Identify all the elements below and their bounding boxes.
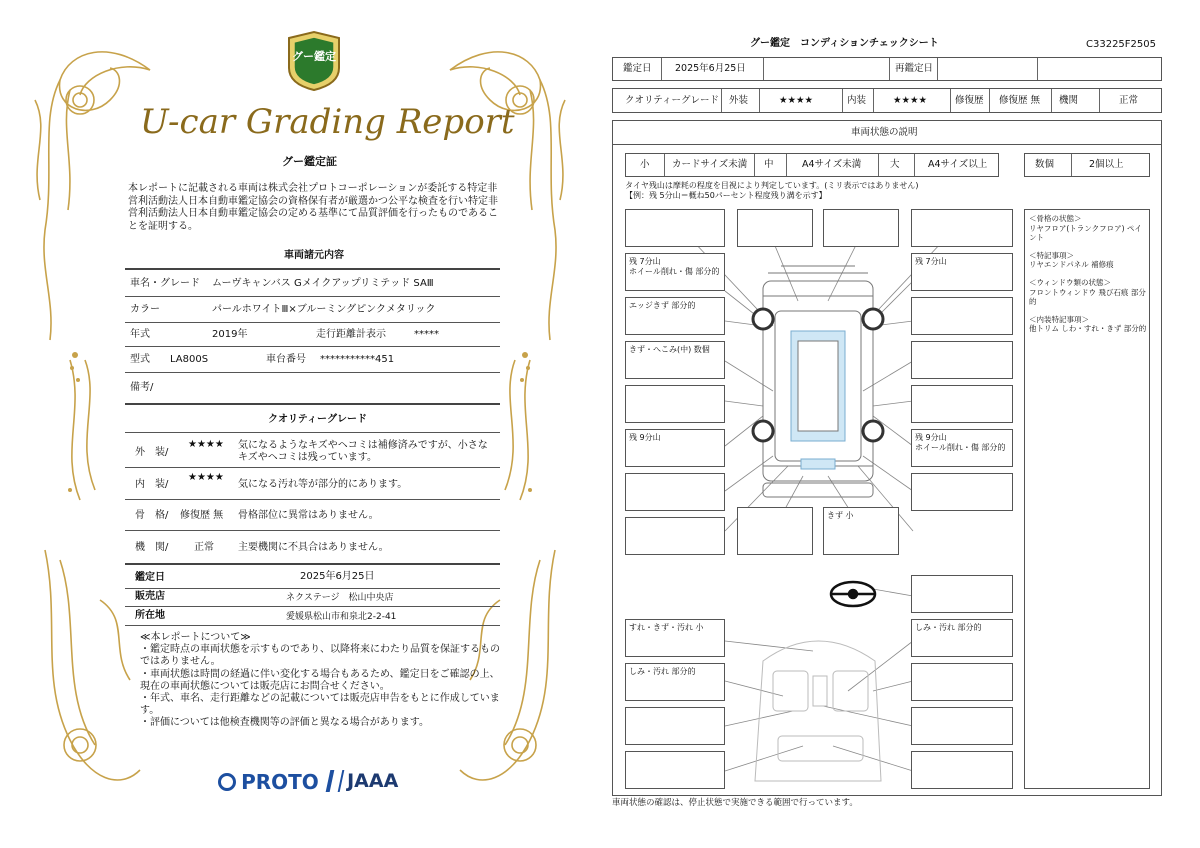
spec-mileage-value: ***** xyxy=(414,329,439,340)
note-item: ・鑑定時点の車両状態を示すものであり、以降将来にわたり品質を保証するものではありません。 xyxy=(140,644,500,668)
ext-stars: ★★★★ xyxy=(779,95,814,106)
specs-heading: 車両諸元内容 xyxy=(284,250,344,261)
q-interior-stars: ★★★★ xyxy=(188,472,224,483)
note-box-seat-r4 xyxy=(911,751,1013,789)
size-legend xyxy=(625,153,999,177)
notes-line: 他トリム しわ・すれ・きず 部分的 xyxy=(1029,324,1147,334)
note-box-seat-r3 xyxy=(911,707,1013,745)
spec-year-label: 年式 xyxy=(130,329,150,340)
proto-logo-icon xyxy=(218,773,236,791)
footer-note: 車両状態の確認は、停止状態で実施できる範囲で行っています。 xyxy=(612,798,858,808)
note-box-seat-r1 xyxy=(911,619,1013,657)
jaaa-logo xyxy=(328,770,398,800)
note-item: ・年式、車名、走行距離などの記載については販売店申告をもとに作成しています。 xyxy=(140,693,500,717)
count-legend xyxy=(1024,153,1150,177)
notes-line: ＜内装特記事項＞ xyxy=(1029,314,1089,324)
note-box-front-left-tire xyxy=(625,253,725,291)
note-box-steering xyxy=(911,575,1013,613)
quality-label: クオリティーグレード xyxy=(625,95,720,106)
note-box-top-2 xyxy=(737,209,813,247)
condition-panel xyxy=(612,120,1162,796)
note-box-edge xyxy=(625,297,725,335)
note-box-l7 xyxy=(625,473,725,511)
count-label: 数個 xyxy=(1035,159,1055,170)
int-label: 内装 xyxy=(847,95,867,106)
tire-note-1: タイヤ残山は摩耗の程度を目視により判定しています。(ミリ表示ではありません) xyxy=(625,181,919,190)
q-engine-value: 正常 xyxy=(194,542,214,553)
note-box-seat-l2 xyxy=(625,663,725,701)
q-engine-label: 機 関/ xyxy=(135,542,169,553)
spec-model-value: LA800S xyxy=(170,354,209,365)
shop-label: 販売店 xyxy=(135,591,165,602)
spec-chassis-value: ***********451 xyxy=(320,354,395,365)
q-engine-comment: 主要機関に不具合はありません。 xyxy=(238,542,389,553)
engine-value: 正常 xyxy=(1119,95,1139,106)
quality-row xyxy=(612,88,1162,113)
front-right-tire-note: 残 7分山 xyxy=(915,257,947,266)
goo-kantei-logo xyxy=(285,30,343,92)
notes-line: リヤエンドパネル 補修痕 xyxy=(1029,260,1114,270)
cert-heading: グー鑑定証 xyxy=(282,155,337,168)
size-small: 小 xyxy=(640,159,650,170)
sheet-title: グー鑑定 コンディションチェックシート xyxy=(750,38,939,49)
q-exterior-stars: ★★★★ xyxy=(188,439,224,450)
report-title-script: U-car Grading Report xyxy=(140,102,515,142)
dent-note: きず・へこみ(中) 数個 xyxy=(629,345,710,354)
proto-logo xyxy=(218,770,319,800)
size-small-desc: カードサイズ未満 xyxy=(672,159,748,170)
sheet-id: C33225F2505 xyxy=(1086,39,1156,50)
note-item: ・車両状態は時間の経過に伴い変化する場合もあるため、鑑定日をご確認の上、現在の車両状態については販売店にお問合せください。 xyxy=(140,668,500,692)
date-value: 2025年6月25日 xyxy=(675,63,746,74)
size-large: 大 xyxy=(890,159,900,170)
ext-label: 外装 xyxy=(729,95,749,106)
size-large-desc: A4サイズ以上 xyxy=(928,159,988,170)
notes-line: リヤフロア(トランクフロア) ペイント xyxy=(1029,223,1142,243)
spec-name-label: 車名・グレード xyxy=(130,278,200,289)
shop-value: ネクステージ 松山中央店 xyxy=(286,593,394,603)
rear-left-tire-note: 残 9分山 xyxy=(629,433,661,442)
edge-note: エッジきず 部分的 xyxy=(629,301,696,310)
engine-label: 機関 xyxy=(1059,95,1079,106)
condition-check-sheet xyxy=(600,0,1200,848)
seat-l2-note: しみ・汚れ 部分的 xyxy=(629,667,696,676)
q-interior-label: 内 装/ xyxy=(135,479,169,490)
note-box-rear-left-tire xyxy=(625,429,725,467)
notes-heading: ≪本レポートについて≫ xyxy=(140,632,251,643)
note-item: ・評価については他検査機関等の評価と異なる場合があります。 xyxy=(140,717,429,729)
cert-body: 本レポートに記載される車両は株式会社プロトコーポレーションが委託する特定非営利活動法人日本自動車鑑定協会の資格保有者が厳選かつ公平な検査を行い特定非営利活動法人日本自動車鑑定協会の定める基準にて品質評価を行ったものであることを証明する。 xyxy=(128,183,498,232)
jaaa-logo-icon xyxy=(326,770,345,792)
date-row xyxy=(612,57,1162,81)
report-notes xyxy=(140,632,500,730)
spec-year-value: 2019年 xyxy=(212,329,248,340)
size-mid-desc: A4サイズ未満 xyxy=(802,159,862,170)
spec-mileage-label: 走行距離計表示 xyxy=(316,329,386,340)
note-box-bottom-1 xyxy=(625,517,725,555)
repair-value: 修復歴 無 xyxy=(999,95,1041,106)
q-frame-comment: 骨格部位に異常はありません。 xyxy=(238,510,379,521)
note-box-seat-l3 xyxy=(625,707,725,745)
seat-r1-note: しみ・汚れ 部分的 xyxy=(915,623,982,632)
address-label: 所在地 xyxy=(135,610,165,621)
quality-heading: クオリティーグレード xyxy=(268,414,367,425)
note-box-rear-right-tire xyxy=(911,429,1013,467)
note-box-dent xyxy=(625,341,725,379)
note-box-top-3 xyxy=(823,209,899,247)
spec-model-label: 型式 xyxy=(130,354,150,365)
note-box-r3 xyxy=(911,297,1013,335)
date-value: 2025年6月25日 xyxy=(300,571,375,582)
notes-line: フロントウィンドウ 飛び石痕 部分的 xyxy=(1029,287,1146,307)
note-box-r5 xyxy=(911,385,1013,423)
q-frame-value: 修復歴 無 xyxy=(180,510,224,521)
tire-note-2: 【例：残 5分山＝概ね50パーセント程度残り溝を示す】 xyxy=(625,191,827,200)
proto-logo-text: PROTO xyxy=(241,770,319,794)
note-box-rear xyxy=(823,507,899,555)
note-box-top-1 xyxy=(625,209,725,247)
condition-heading: 車両状態の説明 xyxy=(851,127,918,138)
q-frame-label: 骨 格/ xyxy=(135,510,169,521)
jaaa-logo-text: JAAA xyxy=(347,770,399,792)
special-notes-panel xyxy=(1024,209,1150,789)
size-mid: 中 xyxy=(764,159,774,170)
q-exterior-label: 外 装/ xyxy=(135,447,169,458)
address-value: 愛媛県松山市和泉北2-2-41 xyxy=(286,612,397,622)
seat-l1-note: すれ・きず・汚れ 小 xyxy=(629,623,704,632)
special-notes-text xyxy=(1029,214,1149,334)
int-stars: ★★★★ xyxy=(893,95,928,106)
spec-name-value: ムーヴキャンバス Gメイクアップリミテッド SAⅢ xyxy=(212,278,434,289)
redate-label: 再鑑定日 xyxy=(895,63,934,74)
spec-color-value: パールホワイトⅢ×ブルーミングピンクメタリック xyxy=(212,304,436,315)
rear-right-tire-note: 残 9分山 ホイール削れ・傷 部分的 xyxy=(915,433,1006,452)
note-box-front-right-tire xyxy=(911,253,1013,291)
notes-line: ＜ウィンドウ類の状態＞ xyxy=(1029,277,1112,287)
notes-line: ＜骨格の状態＞ xyxy=(1029,214,1082,223)
spec-color-label: カラー xyxy=(130,304,160,315)
goo-kantei-logo-text: グー鑑定 xyxy=(292,50,336,63)
spec-chassis-label: 車台番号 xyxy=(266,354,306,365)
spec-remarks-label: 備考/ xyxy=(130,382,154,393)
count-value: 2個以上 xyxy=(1089,159,1124,170)
note-box-r7 xyxy=(911,473,1013,511)
note-box-top-4 xyxy=(911,209,1013,247)
note-box-seat-r2 xyxy=(911,663,1013,701)
front-left-tire-note: 残 7分山 ホイール削れ・傷 部分的 xyxy=(629,257,720,276)
note-box-l5 xyxy=(625,385,725,423)
notes-line: ＜特記事項＞ xyxy=(1029,250,1074,260)
repair-label: 修復歴 xyxy=(955,95,984,106)
date-label: 鑑定日 xyxy=(135,572,165,583)
rear-note: きず 小 xyxy=(827,511,854,520)
date-label: 鑑定日 xyxy=(623,63,652,74)
q-interior-comment: 気になる汚れ等が部分的にあります。 xyxy=(238,479,408,490)
note-box-seat-l4 xyxy=(625,751,725,789)
note-box-r4 xyxy=(911,341,1013,379)
q-exterior-comment: 気になるようなキズやヘコミは補修済みですが、小さなキズやヘコミは残っています。 xyxy=(238,440,488,463)
note-box-seat-l1 xyxy=(625,619,725,657)
note-box-bottom-2 xyxy=(737,507,813,555)
